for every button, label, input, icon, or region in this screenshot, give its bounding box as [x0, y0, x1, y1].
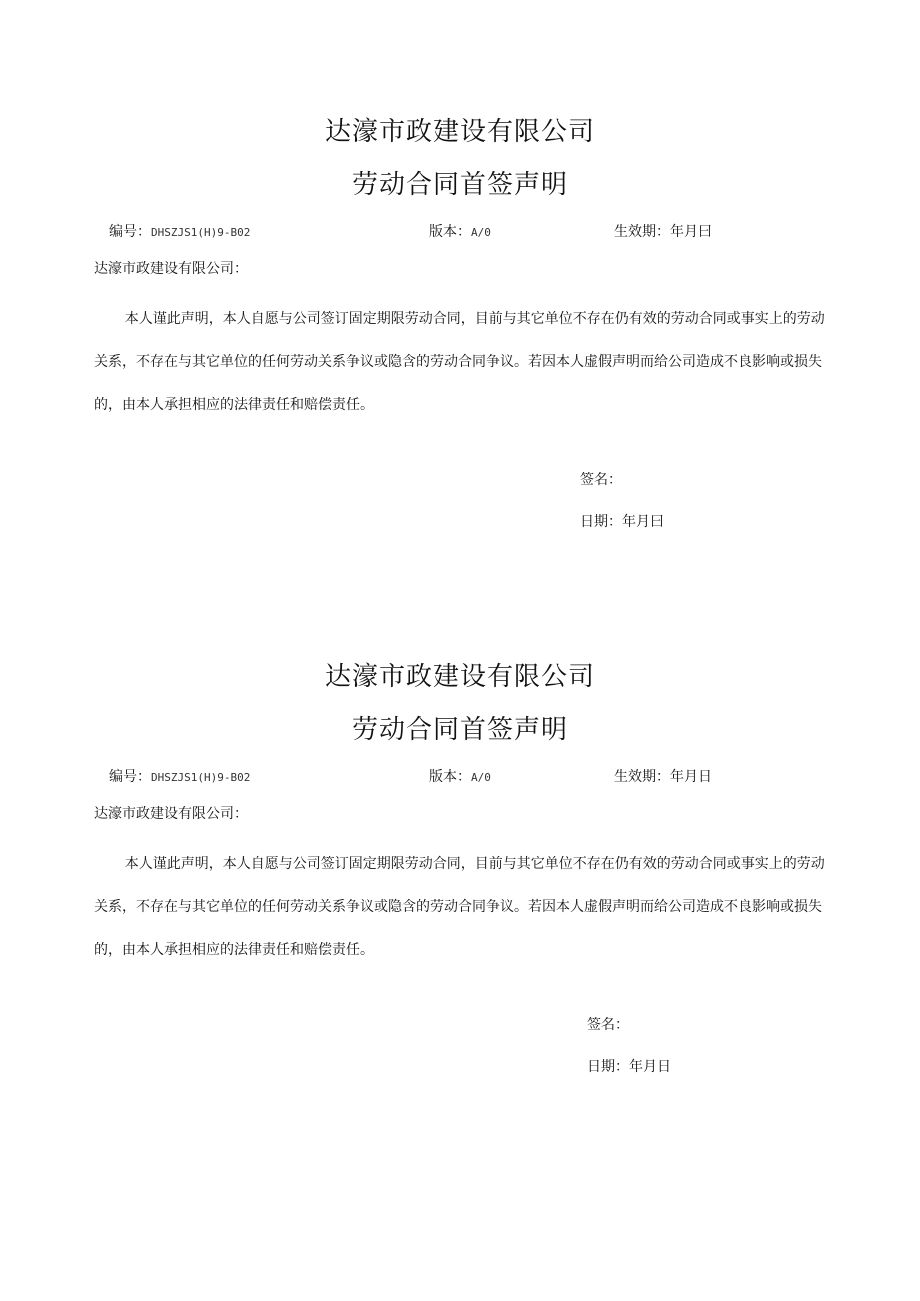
signature-line: 签名：	[580, 472, 622, 488]
effective-date	[614, 221, 712, 243]
statement-body: 本人谨此声明，本人自愿与公司签订固定期限劳动合同，目前与其它单位不存在仍有效的劳动合同或事实上的劳动关系，不存在与其它单位的任何劳动关系争议或隐含的劳动合同争议。若因本人虚假声明而给公司造成不良影响或损失的，由本人承担相应的法律责任和赔偿责任。	[94, 311, 825, 413]
code-value: DHSZJS1(H)9-B02	[151, 226, 251, 239]
effective-label: 生效期：	[614, 224, 670, 240]
statement-2	[0, 545, 920, 1090]
company-title: 达濠市政建设有限公司	[324, 117, 595, 147]
document-title: 劳动合同首签声明	[351, 170, 568, 200]
version-value: A/0	[471, 771, 491, 784]
document-version	[429, 766, 491, 789]
document-code	[109, 221, 250, 244]
code-label: 编号：	[109, 769, 151, 785]
effective-label: 生效期：	[614, 769, 670, 785]
date-value: 年月曰	[622, 514, 664, 530]
signature-date	[587, 1056, 671, 1078]
effective-value: 年月日	[670, 769, 712, 785]
signature-line: 签名：	[587, 1017, 629, 1033]
date-value: 年月日	[629, 1059, 671, 1075]
addressee: 达濠市政建设有限公司：	[94, 261, 248, 277]
date-label: 日期：	[580, 514, 622, 530]
version-label: 版本：	[429, 769, 471, 785]
date-label: 日期：	[587, 1059, 629, 1075]
version-value: A/0	[471, 226, 491, 239]
effective-date	[614, 766, 712, 788]
signature-date	[580, 511, 664, 533]
effective-value: 年月曰	[670, 224, 712, 240]
statement-body: 本人谨此声明，本人自愿与公司签订固定期限劳动合同，目前与其它单位不存在仍有效的劳动合同或事实上的劳动关系，不存在与其它单位的任何劳动关系争议或隐含的劳动合同争议。若因本人虚假声明而给公司造成不良影响或损失的，由本人承担相应的法律责任和赔偿责任。	[94, 856, 825, 958]
document-title: 劳动合同首签声明	[351, 715, 568, 745]
statement-1	[0, 0, 920, 545]
addressee: 达濠市政建设有限公司：	[94, 806, 248, 822]
company-title: 达濠市政建设有限公司	[324, 662, 595, 692]
version-label: 版本：	[429, 224, 471, 240]
document-code	[109, 766, 250, 789]
code-label: 编号：	[109, 224, 151, 240]
code-value: DHSZJS1(H)9-B02	[151, 771, 251, 784]
document-version	[429, 221, 491, 244]
